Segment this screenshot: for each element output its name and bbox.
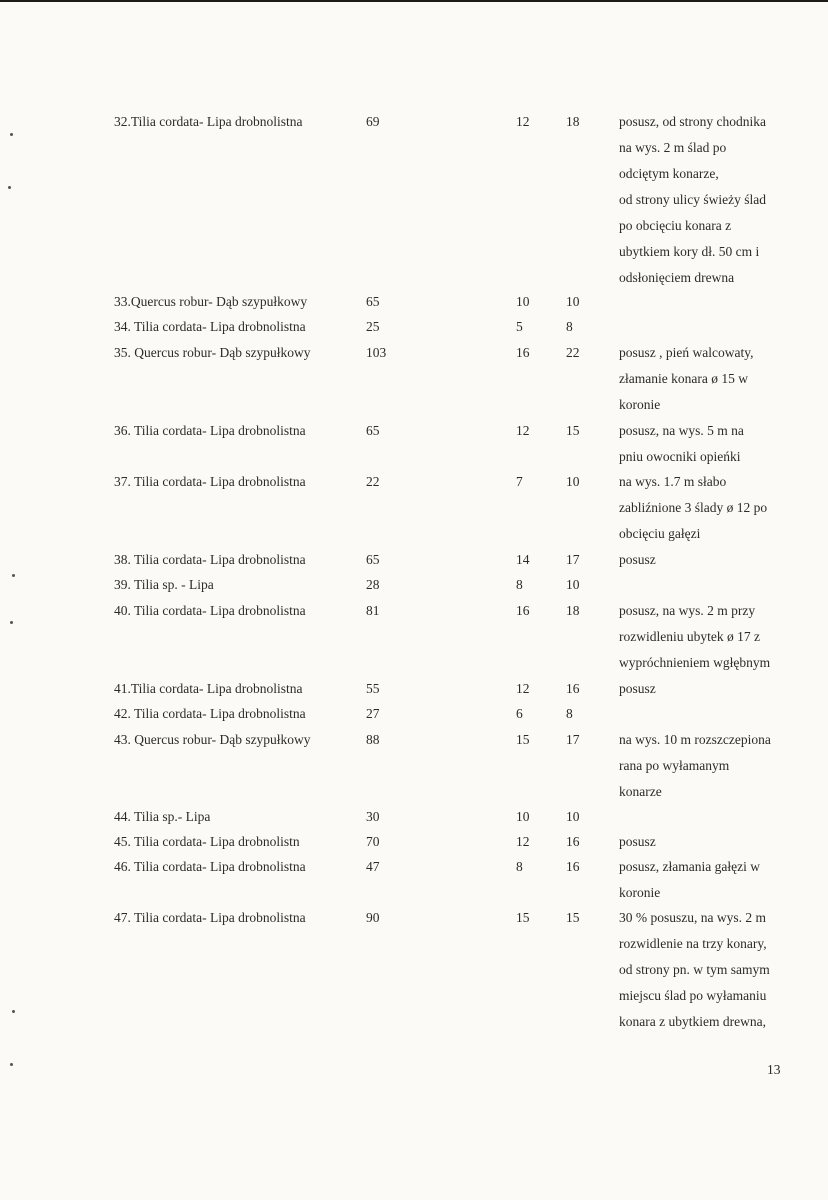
tree-value-3: 8 — [566, 319, 573, 334]
scan-speck — [12, 1010, 15, 1013]
scan-speck — [10, 133, 13, 136]
tree-name: 41.Tilia cordata- Lipa drobnolistna — [114, 681, 303, 696]
note-line: od strony pn. w tym samym — [619, 962, 770, 977]
tree-value-3: 10 — [566, 809, 580, 824]
tree-notes — [619, 423, 744, 475]
note-line: miejscu ślad po wyłamaniu — [619, 988, 767, 1003]
tree-value-1: 28 — [366, 577, 380, 592]
note-line: ubytkiem kory dł. 50 cm i — [619, 244, 760, 259]
note-line: posusz — [619, 834, 656, 849]
tree-value-2: 7 — [516, 474, 523, 489]
tree-value-2: 12 — [516, 834, 530, 849]
tree-value-3: 10 — [566, 577, 580, 592]
note-line: konarze — [619, 784, 662, 799]
tree-value-2: 8 — [516, 577, 523, 592]
tree-name: 34. Tilia cordata- Lipa drobnolistna — [114, 319, 306, 334]
note-line: posusz , pień walcowaty, — [619, 345, 754, 360]
note-line: 30 % posuszu, na wys. 2 m — [619, 910, 766, 925]
note-line: zabliźnione 3 ślady ø 12 po — [619, 500, 768, 515]
tree-name: 47. Tilia cordata- Lipa drobnolistna — [114, 910, 306, 925]
note-line: obcięciu gałęzi — [619, 526, 701, 541]
note-line: rozwidlenie na trzy konary, — [619, 936, 767, 951]
tree-name: 33.Quercus robur- Dąb szypułkowy — [114, 294, 308, 309]
tree-name: 37. Tilia cordata- Lipa drobnolistna — [114, 474, 306, 489]
tree-value-3: 17 — [566, 552, 580, 567]
tree-name: 45. Tilia cordata- Lipa drobnolistn — [114, 834, 300, 849]
note-line: odciętym konarze, — [619, 166, 719, 181]
tree-value-3: 18 — [566, 603, 580, 618]
note-line: koronie — [619, 397, 661, 412]
tree-value-2: 16 — [516, 603, 530, 618]
tree-value-3: 18 — [566, 114, 580, 129]
note-line: posusz — [619, 681, 656, 696]
tree-notes — [619, 859, 760, 911]
tree-notes — [619, 114, 766, 296]
tree-value-1: 65 — [366, 294, 380, 309]
note-line: po obcięciu konara z — [619, 218, 732, 233]
tree-value-3: 16 — [566, 859, 580, 874]
tree-value-3: 10 — [566, 294, 580, 309]
tree-value-1: 27 — [366, 706, 380, 721]
note-line: na wys. 2 m ślad po — [619, 140, 727, 155]
tree-notes — [619, 474, 767, 552]
tree-value-1: 47 — [366, 859, 380, 874]
tree-name: 39. Tilia sp. - Lipa — [114, 577, 214, 592]
tree-value-3: 15 — [566, 910, 580, 925]
scan-speck — [10, 1063, 13, 1066]
tree-value-2: 12 — [516, 423, 530, 438]
tree-name: 43. Quercus robur- Dąb szypułkowy — [114, 732, 311, 747]
tree-value-1: 69 — [366, 114, 380, 129]
tree-value-1: 65 — [366, 552, 380, 567]
note-line: złamanie konara ø 15 w — [619, 371, 748, 386]
tree-value-1: 103 — [366, 345, 387, 360]
tree-name: 36. Tilia cordata- Lipa drobnolistna — [114, 423, 306, 438]
tree-value-1: 25 — [366, 319, 380, 334]
note-line: posusz — [619, 552, 656, 567]
tree-value-3: 8 — [566, 706, 573, 721]
tree-value-3: 15 — [566, 423, 580, 438]
page-top-border — [0, 0, 828, 2]
scan-speck — [12, 574, 15, 577]
tree-value-2: 15 — [516, 732, 530, 747]
tree-notes — [619, 681, 656, 707]
tree-value-1: 65 — [366, 423, 380, 438]
tree-value-3: 22 — [566, 345, 580, 360]
tree-value-2: 6 — [516, 706, 523, 721]
tree-name: 35. Quercus robur- Dąb szypułkowy — [114, 345, 311, 360]
note-line: posusz, na wys. 2 m przy — [619, 603, 756, 618]
tree-value-2: 12 — [516, 114, 530, 129]
note-line: wypróchnieniem wgłębnym — [619, 655, 771, 670]
tree-notes — [619, 345, 753, 423]
tree-value-2: 10 — [516, 294, 530, 309]
tree-value-1: 81 — [366, 603, 380, 618]
tree-value-1: 90 — [366, 910, 380, 925]
note-line: koronie — [619, 885, 661, 900]
tree-notes — [619, 834, 656, 860]
tree-value-1: 30 — [366, 809, 380, 824]
tree-name: 42. Tilia cordata- Lipa drobnolistna — [114, 706, 306, 721]
tree-value-3: 10 — [566, 474, 580, 489]
note-line: odsłonięciem drewna — [619, 270, 735, 285]
tree-value-2: 5 — [516, 319, 523, 334]
note-line: na wys. 10 m rozszczepiona — [619, 732, 771, 747]
tree-notes — [619, 910, 770, 1040]
tree-notes — [619, 732, 771, 810]
tree-value-1: 55 — [366, 681, 380, 696]
tree-name: 44. Tilia sp.- Lipa — [114, 809, 211, 824]
note-line: posusz, złamania gałęzi w — [619, 859, 760, 874]
tree-value-1: 70 — [366, 834, 380, 849]
scan-speck — [8, 186, 11, 189]
tree-notes — [619, 603, 770, 681]
note-line: rozwidleniu ubytek ø 17 z — [619, 629, 760, 644]
note-line: pniu owocniki opieńki — [619, 449, 741, 464]
tree-value-2: 10 — [516, 809, 530, 824]
tree-value-2: 16 — [516, 345, 530, 360]
tree-name: 38. Tilia cordata- Lipa drobnolistna — [114, 552, 306, 567]
note-line: posusz, na wys. 5 m na — [619, 423, 744, 438]
tree-value-2: 15 — [516, 910, 530, 925]
tree-name: 32.Tilia cordata- Lipa drobnolistna — [114, 114, 303, 129]
tree-value-3: 16 — [566, 834, 580, 849]
tree-value-3: 16 — [566, 681, 580, 696]
page-number: 13 — [767, 1062, 781, 1077]
tree-value-3: 17 — [566, 732, 580, 747]
tree-notes — [619, 552, 656, 578]
tree-name: 40. Tilia cordata- Lipa drobnolistna — [114, 603, 306, 618]
tree-value-2: 12 — [516, 681, 530, 696]
note-line: rana po wyłamanym — [619, 758, 730, 773]
scan-speck — [10, 621, 13, 624]
tree-value-1: 88 — [366, 732, 380, 747]
note-line: od strony ulicy świeży ślad — [619, 192, 766, 207]
tree-value-1: 22 — [366, 474, 380, 489]
note-line: konara z ubytkiem drewna, — [619, 1014, 766, 1029]
tree-name: 46. Tilia cordata- Lipa drobnolistna — [114, 859, 306, 874]
tree-value-2: 8 — [516, 859, 523, 874]
note-line: posusz, od strony chodnika — [619, 114, 766, 129]
note-line: na wys. 1.7 m słabo — [619, 474, 727, 489]
tree-value-2: 14 — [516, 552, 530, 567]
